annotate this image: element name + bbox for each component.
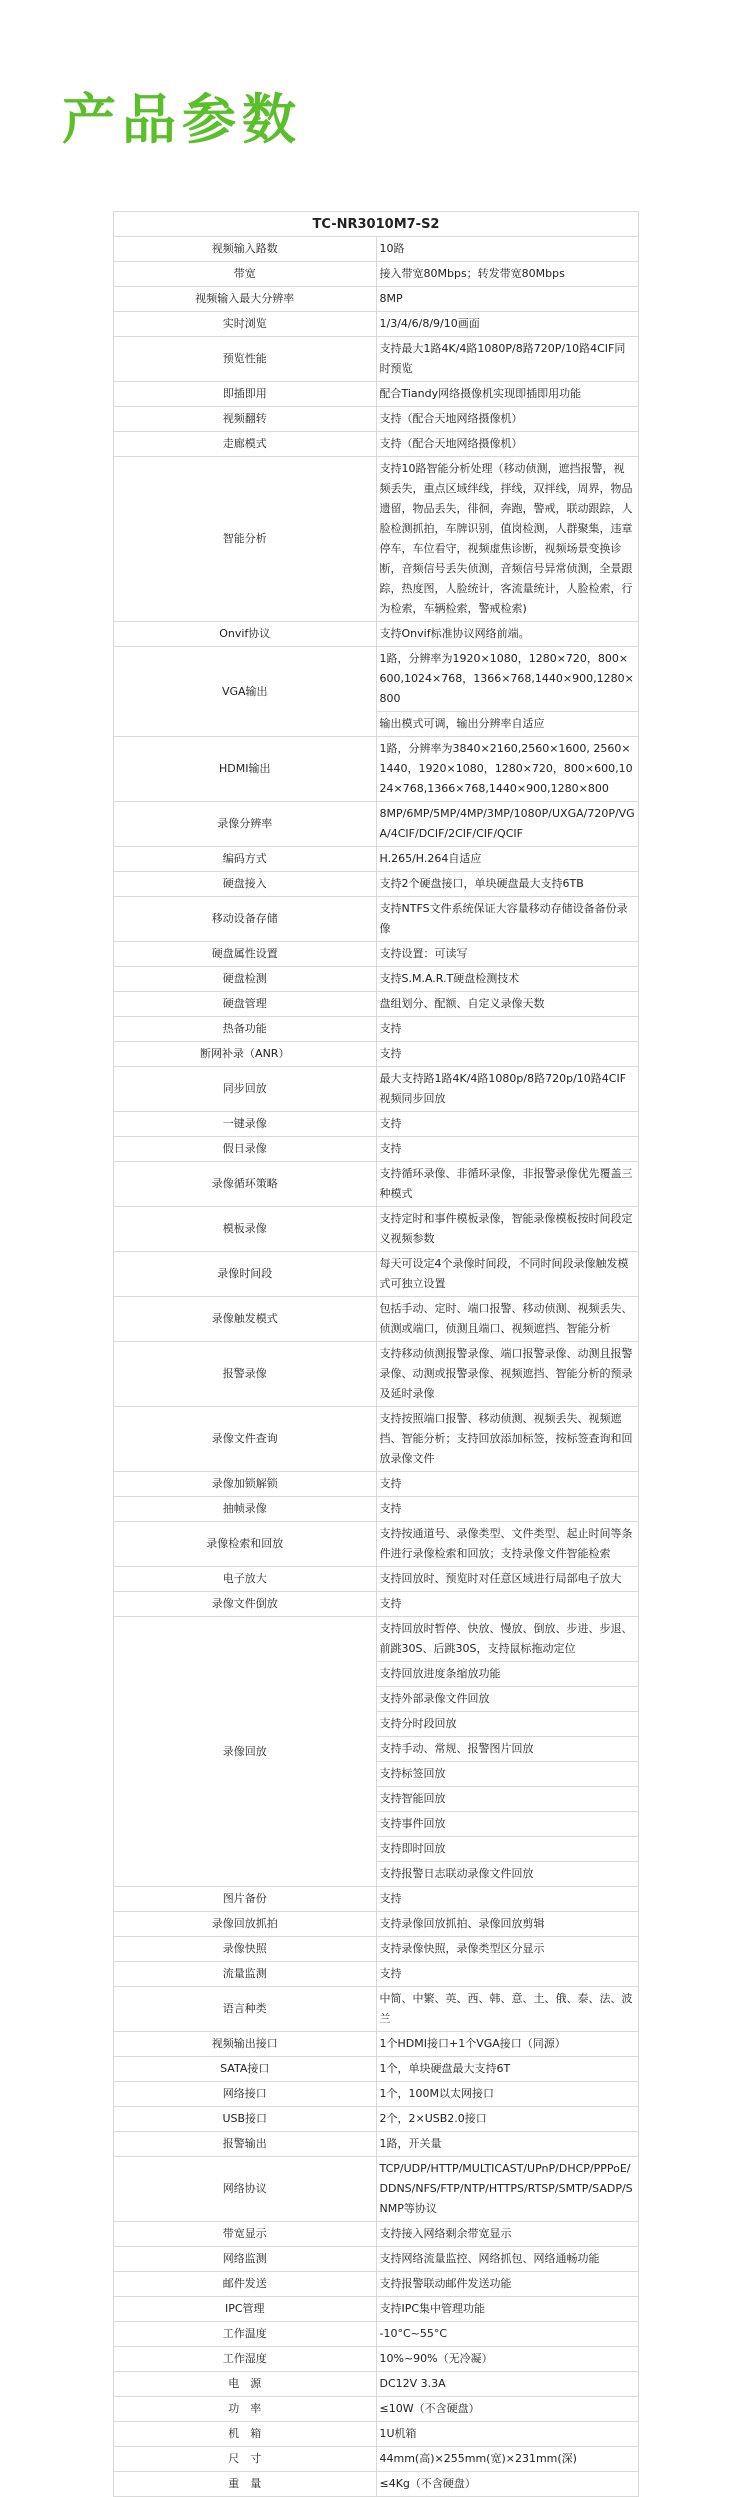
spec-value: 支持 [376, 1592, 639, 1617]
spec-value: ≤10W（不含硬盘） [376, 2397, 639, 2422]
table-row [114, 1962, 639, 1987]
spec-label: USB接口 [114, 2107, 377, 2132]
spec-label: 硬盘管理 [114, 992, 377, 1017]
table-row [114, 1407, 639, 1472]
spec-label: 视频输入路数 [114, 237, 377, 262]
spec-value: 支持报警联动邮件发送功能 [376, 2272, 639, 2297]
spec-value: 支持设置：可读写 [376, 942, 639, 967]
spec-label: 视频输入最大分辨率 [114, 287, 377, 312]
spec-value: 1个，100M以太网接口 [376, 2082, 639, 2107]
spec-value: 盘组划分、配额、自定义录像天数 [376, 992, 639, 1017]
table-row [114, 622, 639, 647]
spec-value: 支持事件回放 [376, 1812, 639, 1837]
spec-label: 同步回放 [114, 1067, 377, 1112]
spec-value: 支持循环录像、非循环录像，非报警录像优先覆盖三种模式 [376, 1162, 639, 1207]
spec-value: -10°C~55°C [376, 2322, 639, 2347]
spec-value: 支持标签回放 [376, 1762, 639, 1787]
table-row [114, 847, 639, 872]
table-row [114, 1497, 639, 1522]
spec-value: 支持分时段回放 [376, 1712, 639, 1737]
spec-value: 支持定时和事件模板录像，智能录像模板按时间段定义视频参数 [376, 1207, 639, 1252]
spec-label: 网络监测 [114, 2247, 377, 2272]
spec-value: 最大支持路1路4K/4路1080p/8路720p/10路4CIF视频同步回放 [376, 1067, 639, 1112]
table-row [114, 2372, 639, 2397]
table-row [114, 262, 639, 287]
table-row [114, 2472, 639, 2497]
spec-label: 工作温度 [114, 2322, 377, 2347]
spec-label: 录像分辨率 [114, 802, 377, 847]
spec-label: 报警录像 [114, 1342, 377, 1407]
table-row [114, 1617, 639, 1662]
spec-label: 带宽 [114, 262, 377, 287]
spec-body [114, 237, 639, 2497]
spec-label: 录像时间段 [114, 1252, 377, 1297]
table-row [114, 2322, 639, 2347]
spec-label: 视频输出接口 [114, 2032, 377, 2057]
table-row [114, 1137, 639, 1162]
table-row [114, 2082, 639, 2107]
spec-label: 走廊模式 [114, 432, 377, 457]
spec-label: 硬盘检测 [114, 967, 377, 992]
table-row [114, 1207, 639, 1252]
spec-label: 图片备份 [114, 1887, 377, 1912]
spec-value: 1/3/4/6/8/9/10画面 [376, 312, 639, 337]
spec-value: 支持 [376, 1042, 639, 1067]
spec-label: 工作湿度 [114, 2347, 377, 2372]
spec-label: 录像检索和回放 [114, 1522, 377, 1567]
table-row [114, 2297, 639, 2322]
spec-value: 支持（配合天地网络摄像机） [376, 407, 639, 432]
table-row [114, 457, 639, 622]
spec-value: 支持2个硬盘接口，单块硬盘最大支持6TB [376, 872, 639, 897]
table-row [114, 1112, 639, 1137]
table-row [114, 382, 639, 407]
spec-value: 支持 [376, 1017, 639, 1042]
spec-value: 支持外部录像文件回放 [376, 1687, 639, 1712]
spec-value: 1路，分辨率为1920×1080，1280×720，800×600,1024×768，1366×768,1440×900,1280×800 [376, 647, 639, 712]
spec-label: 录像回放抓拍 [114, 1912, 377, 1937]
spec-value: 支持录像回放抓拍、录像回放剪辑 [376, 1912, 639, 1937]
spec-label: 录像文件查询 [114, 1407, 377, 1472]
spec-value: 支持网络流量监控、网络抓包、网络通畅功能 [376, 2247, 639, 2272]
spec-value: 支持Onvif标准协议网络前端。 [376, 622, 639, 647]
spec-value: 支持 [376, 1887, 639, 1912]
spec-label: 网络协议 [114, 2157, 377, 2222]
spec-value: 支持手动、常规、报警图片回放 [376, 1737, 639, 1762]
spec-value: 支持按通道号、录像类型、文件类型、起止时间等条件进行录像检索和回放；支持录像文件智能检索 [376, 1522, 639, 1567]
table-row [114, 967, 639, 992]
table-row [114, 2057, 639, 2082]
table-row [114, 992, 639, 1017]
spec-value: 支持移动侦测报警录像、端口报警录像、动测且报警录像、动测或报警录像、视频遮挡、智能分析的预录及延时录像 [376, 1342, 639, 1407]
spec-label: 流量监测 [114, 1962, 377, 1987]
spec-value: 8MP/6MP/5MP/4MP/3MP/1080P/UXGA/720P/VGA/4CIF/DCIF/2CIF/CIF/QCIF [376, 802, 639, 847]
table-row [114, 2222, 639, 2247]
spec-value: 支持NTFS文件系统保证大容量移动存储设备备份录像 [376, 897, 639, 942]
spec-value: 8MP [376, 287, 639, 312]
table-row [114, 2032, 639, 2057]
table-row [114, 1162, 639, 1207]
spec-value: 支持报警日志联动录像文件回放 [376, 1862, 639, 1887]
table-row [114, 1567, 639, 1592]
spec-label: 语言种类 [114, 1987, 377, 2032]
table-row [114, 2132, 639, 2157]
table-row [114, 1017, 639, 1042]
spec-value: H.265/H.264自适应 [376, 847, 639, 872]
spec-value: 支持回放时暂停、快放、慢放、倒放、步进、步退、前跳30S、后跳30S，支持鼠标拖动定位 [376, 1617, 639, 1662]
spec-value: 支持接入网络剩余带宽显示 [376, 2222, 639, 2247]
spec-value: ≤4Kg（不含硬盘） [376, 2472, 639, 2497]
table-row [114, 1252, 639, 1297]
spec-label: 移动设备存储 [114, 897, 377, 942]
table-row [114, 1342, 639, 1407]
spec-label: VGA输出 [114, 647, 377, 737]
spec-value: 1个HDMI接口+1个VGA接口（同源） [376, 2032, 639, 2057]
table-row [114, 2422, 639, 2447]
table-row [114, 2107, 639, 2132]
page-title: 产品参数 [62, 88, 302, 151]
table-row [114, 1987, 639, 2032]
spec-label: 机 箱 [114, 2422, 377, 2447]
table-row [114, 2397, 639, 2422]
spec-label: 带宽显示 [114, 2222, 377, 2247]
table-row [114, 737, 639, 802]
table-row [114, 237, 639, 262]
spec-value: 1个，单块硬盘最大支持6T [376, 2057, 639, 2082]
spec-label: 硬盘属性设置 [114, 942, 377, 967]
spec-value: 支持即时回放 [376, 1837, 639, 1862]
spec-value: DC12V 3.3A [376, 2372, 639, 2397]
spec-label: 功 率 [114, 2397, 377, 2422]
spec-value: 支持（配合天地网络摄像机） [376, 432, 639, 457]
spec-value: 输出模式可调，输出分辨率自适应 [376, 712, 639, 737]
spec-value: 1U机箱 [376, 2422, 639, 2447]
spec-label: 电 源 [114, 2372, 377, 2397]
table-row [114, 312, 639, 337]
table-row [114, 1297, 639, 1342]
spec-value: 包括手动、定时、端口报警、移动侦测、视频丢失、侦测或端口，侦测且端口、视频遮挡、智能分析 [376, 1297, 639, 1342]
spec-label: 智能分析 [114, 457, 377, 622]
spec-label: 报警输出 [114, 2132, 377, 2157]
table-row [114, 432, 639, 457]
spec-value: 10路 [376, 237, 639, 262]
spec-value: 2个，2×USB2.0接口 [376, 2107, 639, 2132]
spec-label: Onvif协议 [114, 622, 377, 647]
spec-value: 支持IPC集中管理功能 [376, 2297, 639, 2322]
spec-value: 支持按照端口报警、移动侦测、视频丢失、视频遮挡、智能分析；支持回放添加标签，按标签查询和回放录像文件 [376, 1407, 639, 1472]
spec-value: TCP/UDP/HTTP/MULTICAST/UPnP/DHCP/PPPoE/DDNS/NFS/FTP/NTP/HTTPS/RTSP/SMTP/SADP/SNMP等协议 [376, 2157, 639, 2222]
table-header-row [114, 212, 639, 237]
spec-value: 每天可设定4个录像时间段，不同时间段录像触发模式可独立设置 [376, 1252, 639, 1297]
table-row [114, 802, 639, 847]
table-row [114, 1067, 639, 1112]
table-row [114, 1937, 639, 1962]
spec-value: 配合Tiandy网络摄像机实现即插即用功能 [376, 382, 639, 407]
spec-label: 模板录像 [114, 1207, 377, 1252]
table-row [114, 1887, 639, 1912]
spec-value: 中简、中繁、英、西、韩、意、土、俄、泰、法、波兰 [376, 1987, 639, 2032]
table-row [114, 2247, 639, 2272]
spec-label: 录像回放 [114, 1617, 377, 1887]
model-header: TC-NR3010M7-S2 [114, 212, 639, 237]
spec-value: 支持 [376, 1137, 639, 1162]
spec-value: 支持智能回放 [376, 1787, 639, 1812]
spec-value: 支持回放进度条缩放功能 [376, 1662, 639, 1687]
spec-label: 假日录像 [114, 1137, 377, 1162]
table-row [114, 1042, 639, 1067]
table-row [114, 1912, 639, 1937]
spec-label: 实时浏览 [114, 312, 377, 337]
spec-label: 抽帧录像 [114, 1497, 377, 1522]
table-row [114, 942, 639, 967]
spec-label: 录像快照 [114, 1937, 377, 1962]
spec-label: 网络接口 [114, 2082, 377, 2107]
spec-label: SATA接口 [114, 2057, 377, 2082]
spec-value: 支持录像快照，录像类型区分显示 [376, 1937, 639, 1962]
spec-label: 一键录像 [114, 1112, 377, 1137]
table-row [114, 2157, 639, 2222]
spec-label: 重 量 [114, 2472, 377, 2497]
spec-label: 编码方式 [114, 847, 377, 872]
spec-value: 支持 [376, 1962, 639, 1987]
spec-label: 录像加锁解锁 [114, 1472, 377, 1497]
spec-label: 录像文件倒放 [114, 1592, 377, 1617]
table-row [114, 2347, 639, 2372]
spec-label: 邮件发送 [114, 2272, 377, 2297]
spec-label: 即插即用 [114, 382, 377, 407]
spec-value: 支持 [376, 1497, 639, 1522]
spec-value: 支持 [376, 1112, 639, 1137]
table-row [114, 1592, 639, 1617]
spec-label: 录像循环策略 [114, 1162, 377, 1207]
spec-label: IPC管理 [114, 2297, 377, 2322]
spec-label: 电子放大 [114, 1567, 377, 1592]
spec-value: 44mm(高)×255mm(宽)×231mm(深) [376, 2447, 639, 2472]
table-row [114, 287, 639, 312]
spec-value: 支持S.M.A.R.T硬盘检测技术 [376, 967, 639, 992]
spec-label: 录像触发模式 [114, 1297, 377, 1342]
spec-value: 10%~90%（无冷凝） [376, 2347, 639, 2372]
spec-value: 支持最大1路4K/4路1080P/8路720P/10路4CIF同时预览 [376, 337, 639, 382]
spec-value: 支持10路智能分析处理（移动侦测，遮挡报警，视频丢失，重点区域绊线，拌线，双拌线，周界，物品遗留，物品丢失，徘徊，奔跑，警戒，联动跟踪，人脸检测抓拍，车牌识别，值岗检测，人群聚集，违章停车，车位看守，视频虚焦诊断，视频场景变换诊断，音频信号丢失侦测，音频信号异常侦测，全景跟踪，热度图，人脸统计，客流量统计，人脸检索，行为检索，车辆检索，警戒检索) [376, 457, 639, 622]
spec-value: 1路，开关量 [376, 2132, 639, 2157]
spec-value: 1路，分辨率为3840×2160,2560×1600, 2560×1440，1920×1080，1280×720，800×600,1024×768,1366×768,1440×900,1280×800 [376, 737, 639, 802]
spec-label: 硬盘接入 [114, 872, 377, 897]
table-row [114, 872, 639, 897]
table-row [114, 1472, 639, 1497]
table-row [114, 2447, 639, 2472]
spec-value: 支持回放时、预览时对任意区域进行局部电子放大 [376, 1567, 639, 1592]
spec-value: 接入带宽80Mbps；转发带宽80Mbps [376, 262, 639, 287]
spec-label: 预览性能 [114, 337, 377, 382]
spec-label: HDMI输出 [114, 737, 377, 802]
spec-label: 热备功能 [114, 1017, 377, 1042]
table-row [114, 407, 639, 432]
table-row [114, 337, 639, 382]
spec-label: 视频翻转 [114, 407, 377, 432]
spec-label: 断网补录（ANR） [114, 1042, 377, 1067]
table-row [114, 647, 639, 712]
spec-label: 尺 寸 [114, 2447, 377, 2472]
table-row [114, 1522, 639, 1567]
spec-table [113, 211, 639, 2497]
table-row [114, 897, 639, 942]
spec-value: 支持 [376, 1472, 639, 1497]
